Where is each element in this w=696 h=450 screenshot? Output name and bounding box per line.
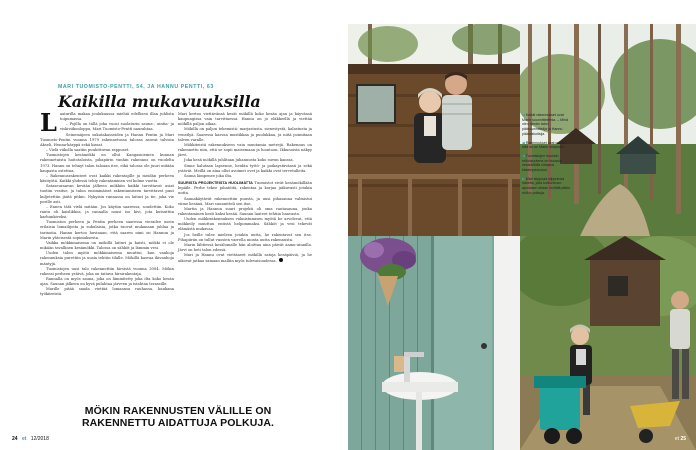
body-paragraph: Marille pitää saada viettää lomaansa rauhassa, kaukana työkiireistä. — [40, 287, 174, 297]
body-paragraph: Martin ja Hannun suuri projekti oli oma rantasauna, jonka rakentaminen kesti kaksi kesää. Saunan lauteet tehtiin haavasta. — [178, 206, 312, 216]
article-kicker: MARI TUOMISTO-PENTTI, 54, JA HANNU PENTTI, 63 — [58, 84, 214, 90]
magazine-logo: et — [21, 436, 27, 442]
caption — [522, 177, 572, 196]
body-paragraph: Vaikka mökkimaisema on mökillä laituri ja kuisti, mökki ei ole mikään tavallinen kesämökki. Talossa on sähköt ja lämmin vesi. — [40, 240, 174, 251]
article-headline: Kaikilla mukavuuksilla — [58, 92, 261, 111]
body-paragraph: Mökkiteistä rakennukseen vain muutamia metrejä. Rakennus on rakennettu niin, että se sopii maisemaan ja luontoon. Ikkunoista näkyy järvi. — [178, 142, 312, 158]
caption-arrow-icon: ◀ — [522, 153, 525, 158]
body-paragraph: – Vielä viikolla saatiin puuhittuvan rappuset. — [46, 148, 130, 153]
pull-quote: MÖKIN RAKENNUSTEN VÄLILLE ON RAKENNETTU AIDATTUJA POLKUJA. — [81, 405, 275, 429]
caption-arrow-icon: ◀ — [522, 140, 525, 145]
body-paragraph: Saunakäytävät rakennettiin puusta, ja uusi pihasauna valmistui viime kesänä. Mari suunnitteli sen itse. — [178, 196, 312, 206]
body-paragraph: – Ennen tätä vielä mitään. Jos käytiin saaressa, soudettiin. Koko ranta oli kaislikkoa, ja rannalla nousi iso kivi, jota kutsuttiin karhunkiveksi. — [40, 204, 174, 220]
magazine-logo: et — [674, 436, 680, 442]
body-paragraph: Sauna lämpenee joka ilta. — [184, 173, 233, 178]
caption-text: Kaikki rakennukset ovat Marin suunnittelemia. – Minä olen tämän talon pääsuunnittelija ja Hannu pääurakoitsija. — [522, 113, 568, 136]
caption — [522, 154, 572, 173]
caption-arrow-icon: ▶ — [522, 176, 525, 181]
body-paragraph: Mari kertoo viettävänsä kesät mökillä koko kesän ajan ja käyvänsä kaupungissa vain tarvittaessa. Hannu on jo eläkkeellä ja viettää mökillä paljon aikaa. — [178, 112, 312, 127]
body-paragraph: – Rakennusrakenteet ovat kaikki rakentajille ja meidän perheen käsityötä. Kaikki yhdessä tehty rakentaminen vei kolme vuotta. — [40, 173, 174, 184]
body-paragraph: Sataseuraavan kevään jälkeen mökkiin kaikki tarvittavat asiat tuotiin vesitse, ja talon ensimmäiset rakentamiseen tarvittavat puut kuljetettiin jäätä pitkin. Nykyisin rannassa on laituri ja tie, joka vie perille asti. — [40, 184, 174, 204]
folio-right — [675, 436, 686, 442]
body-paragraph: Sinne halutaan lapsenne, heidän tyttö- ja poikaystävänsä ja sekä ystävät. Meillä on aina ollut avoimet ovet ja kaikki ovat tervetulleita. — [178, 163, 312, 173]
body-paragraph: Marin lähtiessä kesälomalle hän aloittaa aina päivät aamu-uinnilla. Järvi on heti talon edessä. — [178, 242, 312, 253]
body-subhead: SUURISTA PROJEKTEISTA HUOLIMATTA — [178, 181, 253, 186]
body-paragraph: Uuden mökkirakennuksen valmistumisen myötä he arvelevat, että mökkeily muuttuu entistä helpommaksi. Sähköt ja vesi tekevät elämästä mukavaa. — [178, 217, 312, 232]
body-paragraph: – Pojilla on tällä joka vuosi suolaturin sauna-, uintia- ja viskiviikonloppu, Mari Tuomisto-Pentti naurahtaa. — [59, 122, 174, 132]
caption — [522, 141, 572, 150]
body-paragraph: Uuden talon myötä mökkimaisema muuttui, kun vanhoja rakennuksia purettiin ja uusia tehtiin tilalle. Mökillä kasvaa ikivanhoja mäntyjä. — [40, 251, 174, 266]
issue-number: 12/2018 — [30, 436, 49, 442]
caption-text: Tuomistojen huussin erikoisuutena on huussin vesisäiliöllä virtaava käsienpesuvesi. — [522, 153, 562, 173]
page-number: 24 — [12, 436, 18, 442]
folio-left — [12, 436, 49, 442]
caption-text: Rakennukset ovat muuta, sillä ne on Marin lempiväri. — [522, 140, 567, 150]
body-paragraph: Tuomistojen uusi talo rakennettiin hirsistä vuonna 2004. Mökin rakensi perheen ystävä, joka on taitava hirsirakentaja. — [40, 266, 174, 276]
body-paragraph: Tuomistot eivät kesämökillään lepäile. Perhe tekee pihatöitä, rakentaa ja korjaa jatkuvasti jotakin uutta. — [178, 181, 312, 196]
page-number: 25 — [680, 436, 686, 442]
body-paragraph: Tuomistojen kesämökki on ollut Kangasniemen kunnan rakennetuista hoitotaloista, pihapiirin vanhin rakennus on vuodelta 1973. Hannu on tehnyt talon taloaan itse, eikä talossa ole juuri mitään kaupasta ostettua. — [40, 153, 174, 173]
end-mark-icon — [279, 258, 283, 262]
body-paragraph: Rannalla on myös sauna, joka on lämmitetty joka ilta koko kesän ajan. Saunan jälkeen on hyvä pulahtaa järveen ja istahtaa terassille. — [40, 277, 174, 287]
body-paragraph: Jos heille tulee mieleen jotakin uutta, he rakentavat sen itse. Pihapiiriin on tullut vuosien varrella monta uutta rakennusta. — [178, 232, 312, 242]
body-paragraph: aaturilla makaa joulukuussa miehiä edellisen illan juhlista toipumassa. — [59, 112, 174, 122]
right-page — [348, 0, 696, 450]
body-column-1 — [40, 108, 174, 298]
caption — [522, 113, 572, 137]
body-paragraph: Tuomiston perheen ja Pentin perheen saaressa vierailee usein erilaisia lomailijoita ja sukulaisia, jotka tuovat mukanaan juhlaa ja tarinoita. Hannu kertoo huvinaan, että saaren nimi on Hannun ja Marin yhteisestä sopimuksesta. — [40, 220, 174, 240]
body-paragraph: Mari ja Hannu ovat viettäneet mökillä satoja kesäpäiviä, ja he aikovat jatkaa samaan malliin myös tulevaisuudessa. — [178, 253, 312, 264]
photo-outhouse-sink — [348, 236, 520, 450]
body-paragraph: Joka kesä mökillä juhlitaan juhannusta koko suvun kanssa. — [184, 158, 294, 163]
body-column-2 — [178, 112, 312, 265]
caption-arrow-icon: ◀ — [522, 113, 525, 117]
photo-woman-cart — [520, 236, 696, 450]
photo-captions — [522, 113, 572, 200]
dropcap: L — [40, 108, 57, 137]
photo-couple-porch — [348, 24, 520, 236]
caption-text: Mari siippuaa siippuinsa hakeita, joita kulkuneuvo apulaisen aitaan levittää pitkin mökin polkuja. — [522, 176, 570, 195]
body-paragraph: Seinemäjoen sukutakasseiden ja Hannu Pentin ja Mari Tuomisto-Pentin vuonna 1979 rakennetussa talossa asuvat talvisin Akseli, Henna-kärppä sekä kissat. — [40, 132, 174, 147]
body-paragraph: Mökillä on paljon tekemistä: marjastusta, sienestystä, kalastusta ja veneilyä. Saaressa kasvaa mustikkaa ja puolukkaa, ja niitä poimitaan talven varalle. — [178, 127, 312, 142]
